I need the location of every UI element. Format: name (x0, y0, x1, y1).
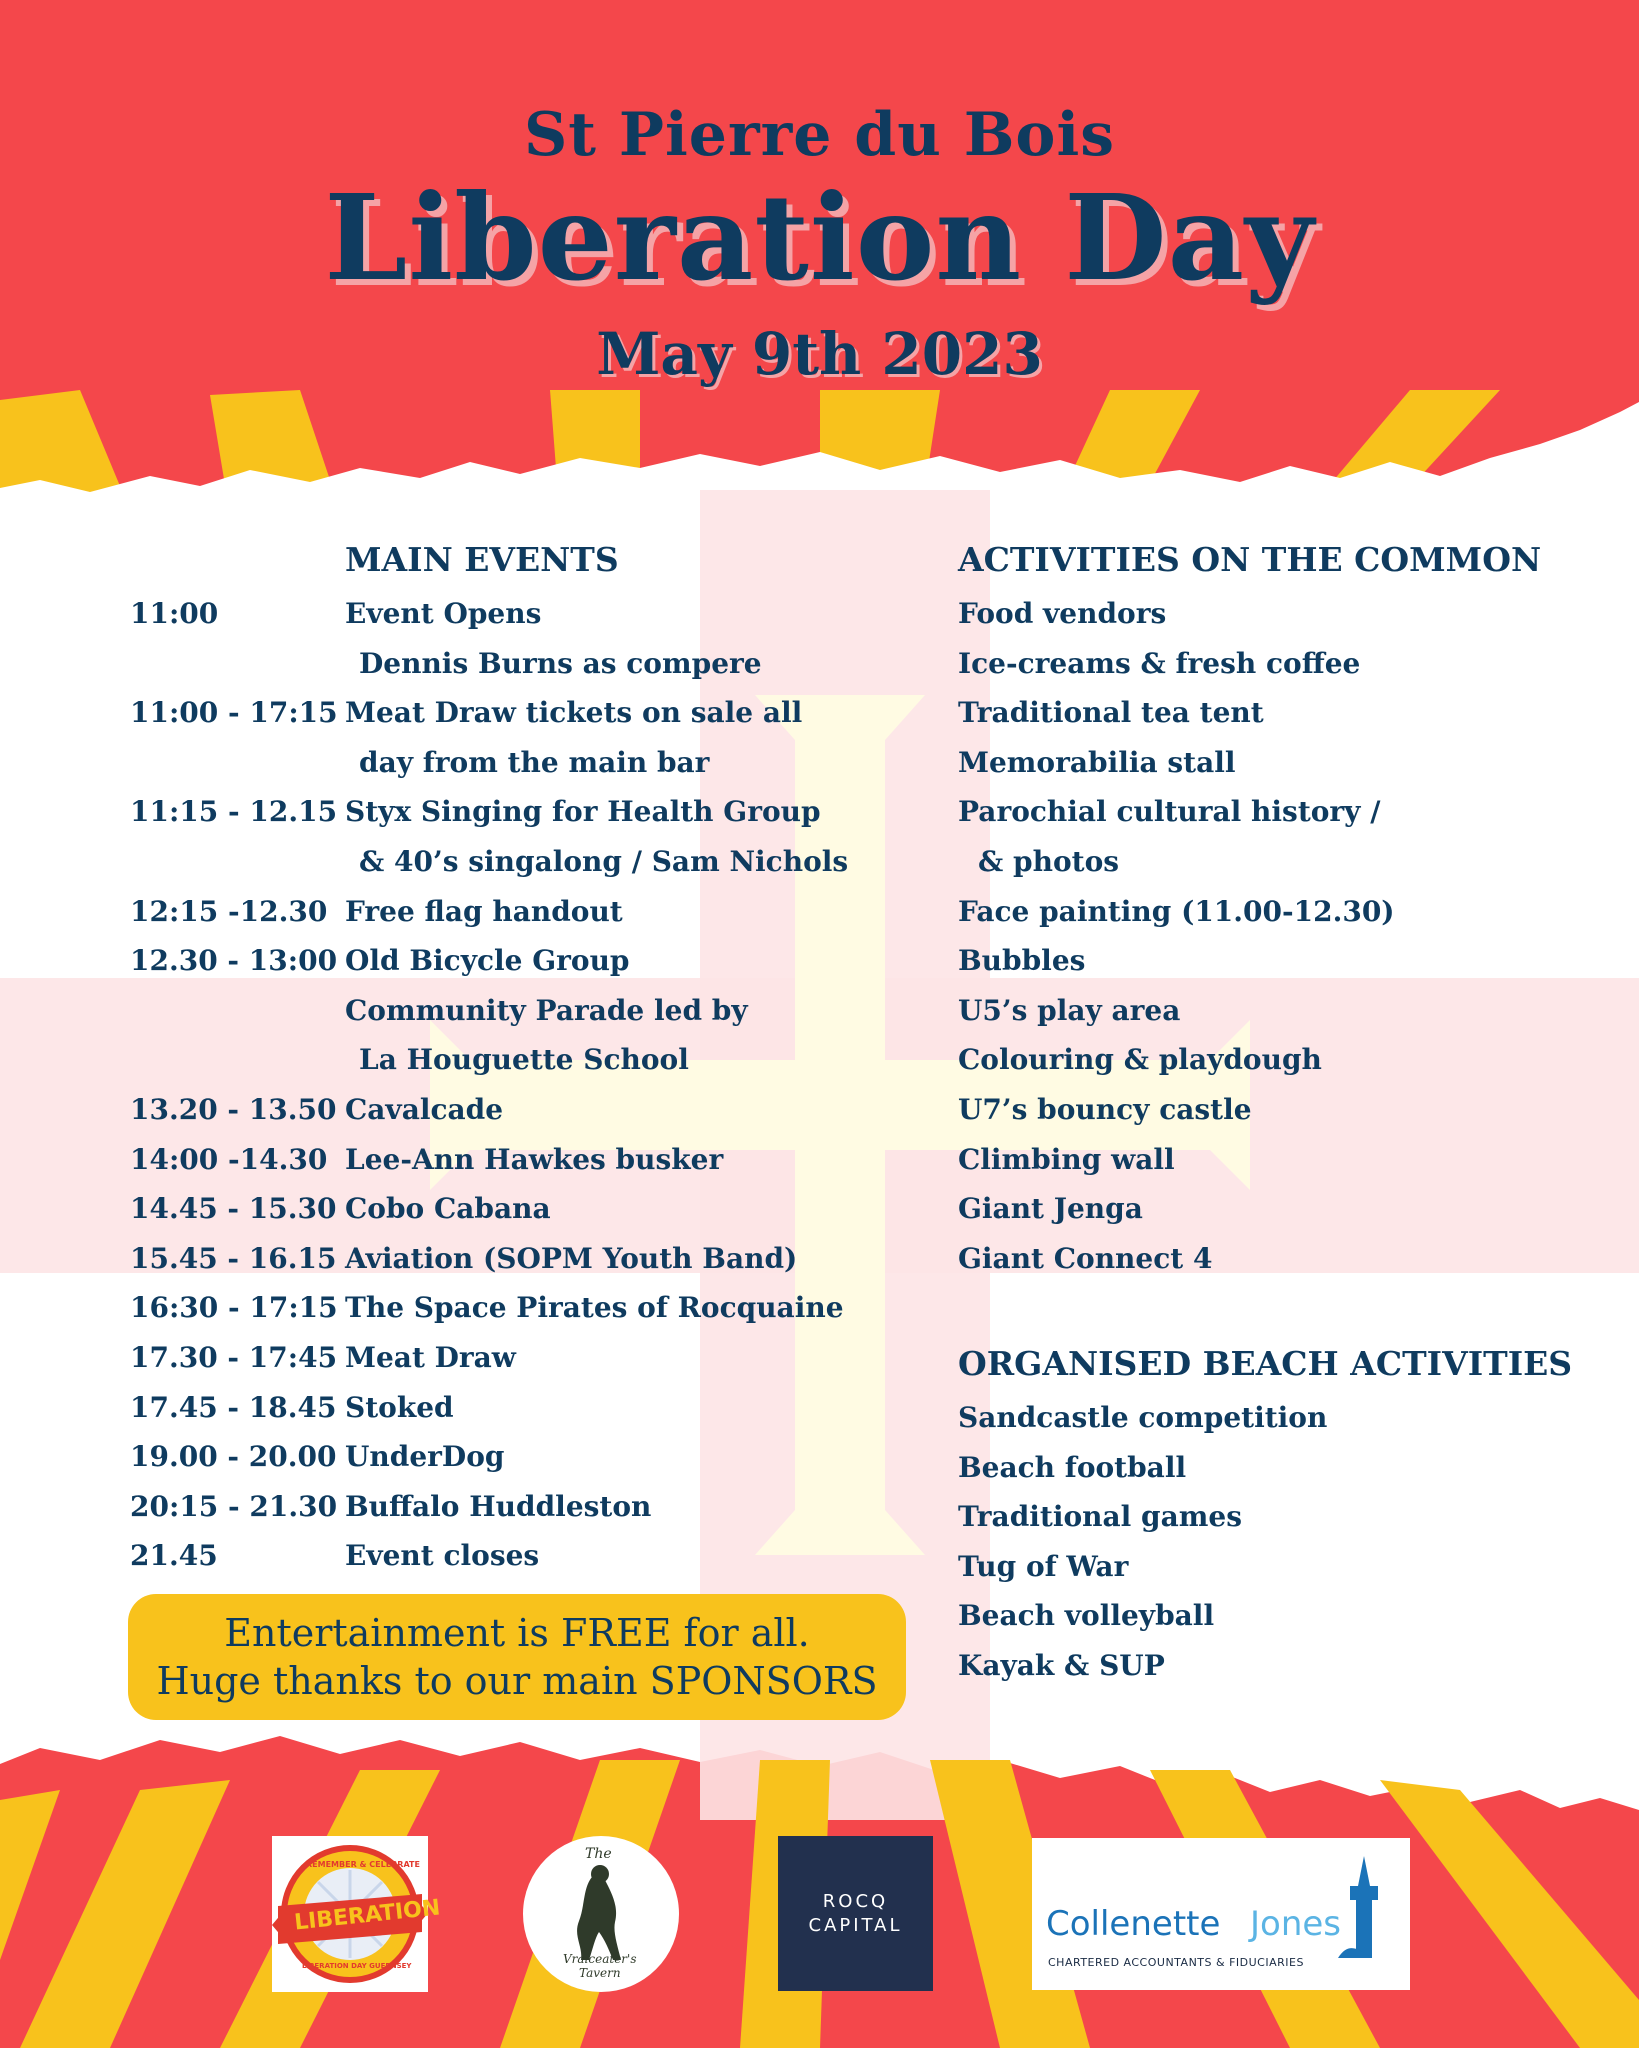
activity-item: Giant Connect 4 (958, 1241, 1213, 1275)
vraiceaters-tavern-logo (523, 1836, 679, 1992)
activity-item: Traditional tea tent (958, 696, 1264, 730)
activity-item: Traditional games (958, 1500, 1242, 1534)
schedule-event: Event closes (345, 1539, 540, 1573)
activity-item: Memorabilia stall (958, 745, 1236, 779)
activity-item: U5’s play area (958, 993, 1181, 1027)
event-date: May 9th 2023 (596, 320, 1043, 388)
collenette-logo-name-a: Collenette (1046, 1904, 1221, 1944)
schedule-time: 16:30 - 17:15 (130, 1291, 338, 1325)
event-location: St Pierre du Bois (523, 100, 1116, 170)
schedule-event: & 40’s singalong / Sam Nichols (359, 845, 849, 878)
schedule-time: 21.45 (130, 1539, 218, 1573)
schedule-event: Meat Draw (345, 1341, 516, 1374)
liberation-day-logo (272, 1836, 442, 1992)
rocq-logo-line2: CAPITAL (808, 1914, 903, 1936)
liberation-logo-top-text: REMEMBER & CELEBRATE (306, 1860, 420, 1869)
schedule-time: 19.00 - 20.00 (130, 1440, 337, 1474)
schedule-time: 20:15 - 21.30 (130, 1489, 338, 1523)
schedule-event: Stoked (345, 1390, 454, 1424)
collenette-jones-logo (1032, 1838, 1410, 1990)
activity-item: Climbing wall (958, 1142, 1175, 1176)
schedule-event: day from the main bar (359, 745, 710, 779)
collenette-logo-name-b: Jones (1250, 1904, 1342, 1944)
beach-activities-heading: ORGANISED BEACH ACTIVITIES (958, 1344, 1573, 1383)
activity-item: & photos (978, 845, 1120, 878)
schedule-time: 14:00 -14.30 (130, 1142, 328, 1176)
schedule-event: The Space Pirates of Rocquaine (345, 1291, 844, 1325)
schedule-event: Styx Singing for Health Group (345, 795, 821, 829)
activity-item: Kayak & SUP (958, 1649, 1165, 1682)
schedule-event: UnderDog (345, 1440, 505, 1474)
schedule-event: La Houguette School (359, 1043, 689, 1077)
schedule-event: Meat Draw tickets on sale all (345, 696, 803, 730)
common-activities-heading: ACTIVITIES ON THE COMMON (958, 540, 1542, 579)
rocq-logo-line1: ROCQ (822, 1890, 889, 1912)
activity-item: U7’s bouncy castle (958, 1093, 1252, 1126)
schedule-time: 13.20 - 13.50 (130, 1093, 337, 1126)
schedule-event: Buffalo Huddleston (345, 1489, 652, 1523)
tavern-logo-name: Vraiceater's (563, 1952, 637, 1966)
tavern-logo-tavern: Tavern (579, 1966, 621, 1980)
main-events-heading: MAIN EVENTS (345, 540, 619, 579)
schedule-event: Lee-Ann Hawkes busker (345, 1142, 724, 1176)
sponsors-thanks-text: Huge thanks to our main SPONSORS (156, 1659, 878, 1703)
activity-item: Beach football (958, 1450, 1187, 1484)
activity-item: Giant Jenga (958, 1192, 1143, 1226)
tavern-logo-the: The (585, 1846, 612, 1862)
activity-item: Colouring & playdough (958, 1043, 1322, 1077)
activity-item: Food vendors (958, 597, 1167, 630)
collenette-logo-tagline: CHARTERED ACCOUNTANTS & FIDUCIARIES (1048, 1956, 1304, 1969)
activity-item: Tug of War (958, 1549, 1129, 1583)
schedule-time: 12.30 - 13:00 (130, 944, 338, 978)
schedule-event: Event Opens (345, 597, 542, 630)
schedule-time: 11:15 - 12.15 (130, 795, 338, 829)
liberation-logo-main-text: LIBERATION (293, 1895, 442, 1936)
activity-item: Beach volleyball (958, 1599, 1215, 1633)
schedule-time: 11:00 - 17:15 (130, 696, 338, 730)
schedule-event: Aviation (SOPM Youth Band) (345, 1241, 798, 1275)
schedule-event: Community Parade led by (345, 993, 748, 1027)
schedule-event: Free flag handout (345, 894, 623, 928)
page-title: Liberation Day (324, 168, 1315, 307)
schedule-event: Old Bicycle Group (345, 944, 630, 978)
schedule-event: Dennis Burns as compere (359, 646, 762, 680)
liberation-logo-bottom-text: LIBERATION DAY GUERNSEY (302, 1962, 412, 1970)
activity-item: Face painting (11.00-12.30) (958, 894, 1395, 928)
schedule-time: 14.45 - 15.30 (130, 1192, 337, 1226)
schedule-time: 17.30 - 17:45 (130, 1341, 338, 1374)
activity-item: Bubbles (958, 944, 1086, 978)
activity-item: Parochial cultural history / (958, 795, 1381, 829)
schedule-event: Cavalcade (345, 1093, 504, 1126)
rocq-capital-logo (778, 1836, 933, 1991)
schedule-time: 12:15 -12.30 (130, 894, 328, 928)
schedule-time: 11:00 (130, 597, 219, 630)
activity-item: Ice-creams & fresh coffee (958, 646, 1361, 680)
free-entertainment-text: Entertainment is FREE for all. (224, 1611, 810, 1655)
schedule-event: Cobo Cabana (345, 1192, 551, 1226)
activity-item: Sandcastle competition (958, 1401, 1328, 1434)
schedule-time: 17.45 - 18.45 (130, 1390, 337, 1424)
free-entertainment-banner (128, 1594, 906, 1720)
schedule-time: 15.45 - 16.15 (130, 1241, 337, 1275)
